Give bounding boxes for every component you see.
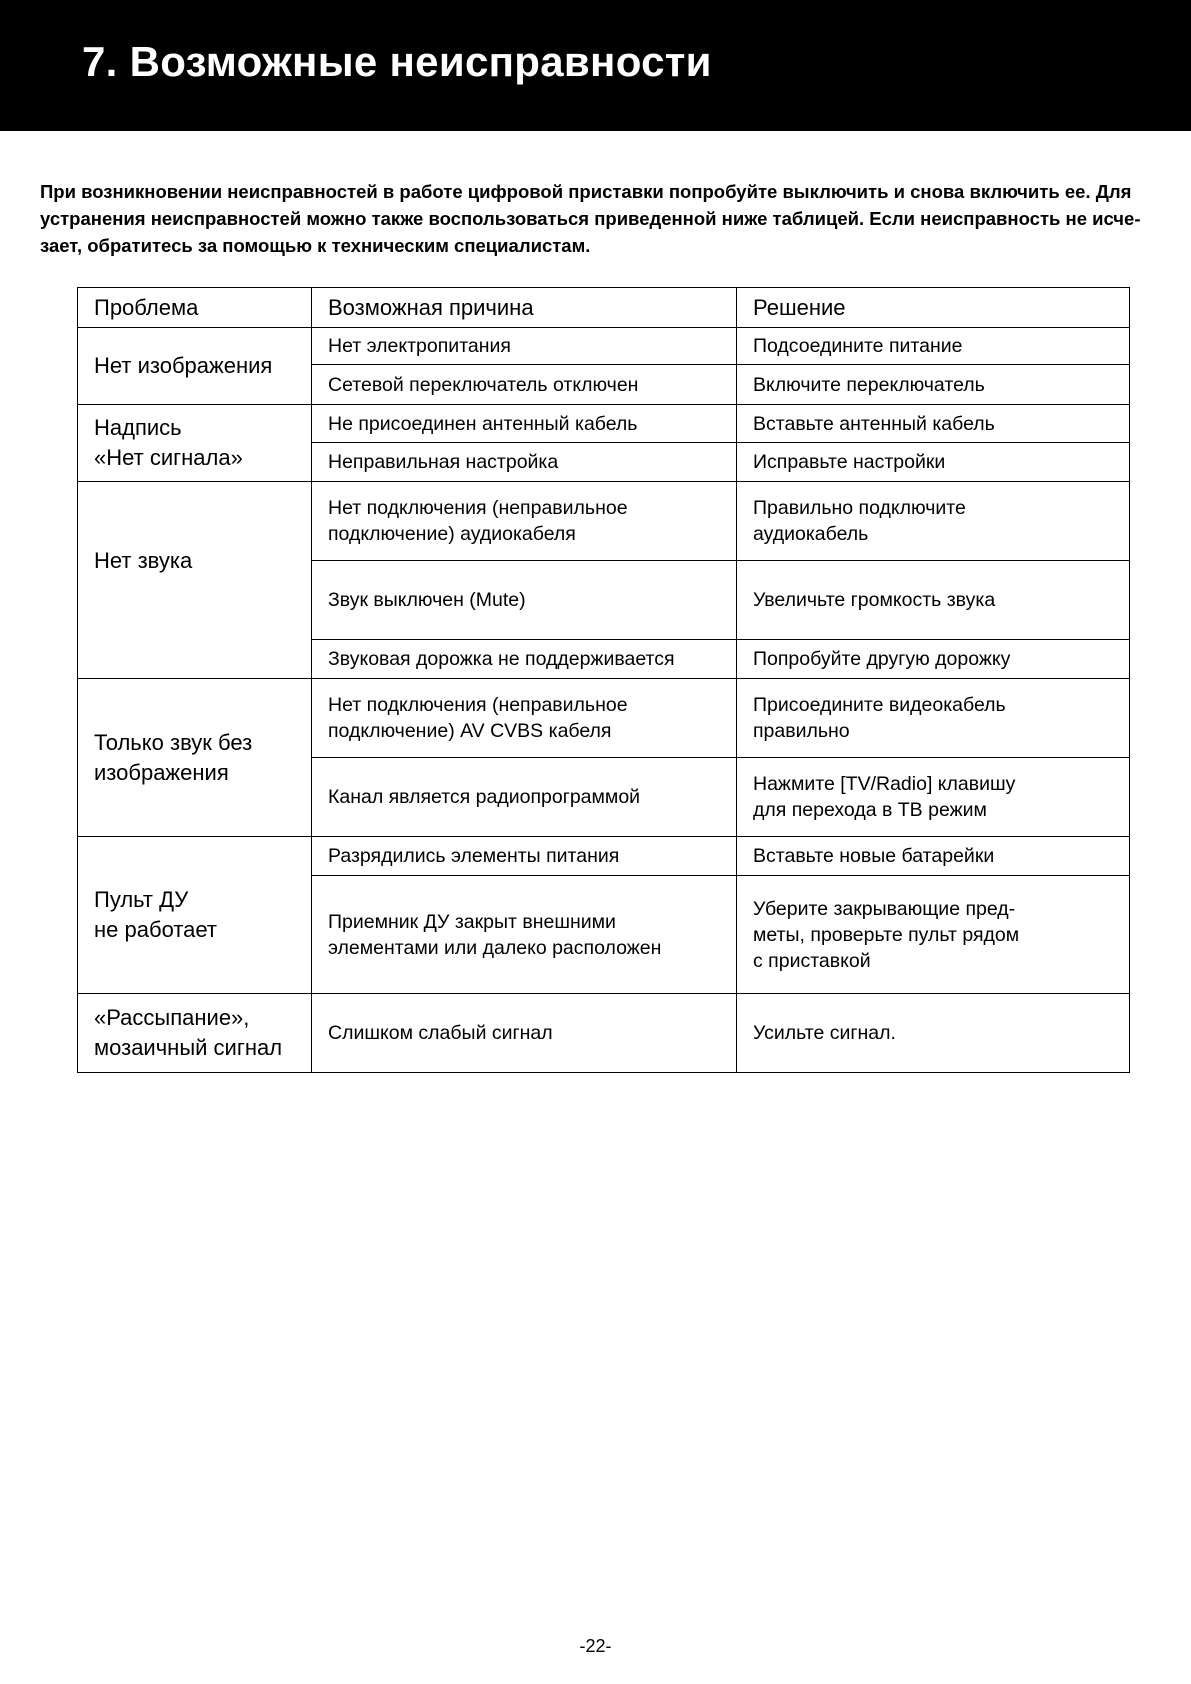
solution-cell: [737, 679, 1130, 758]
cause-line: Неправильная настройка: [328, 451, 559, 473]
intro-paragraph: [40, 178, 1152, 259]
problem-line: Пульт ДУ: [94, 887, 189, 912]
table-row: [78, 837, 1130, 876]
solution-cell: [737, 328, 1130, 365]
problem-cell: [78, 482, 312, 679]
cause-line: Нет подключения (неправильное: [328, 497, 628, 519]
chapter-header-bar: [0, 0, 1191, 131]
solution-line: Подсоедините питание: [753, 335, 963, 357]
solution-line: Попробуйте другую дорожку: [753, 648, 1011, 670]
solution-line: для перехода в ТВ режим: [753, 799, 987, 821]
cause-line: Нет подключения (неправильное: [328, 694, 628, 716]
cause-cell: [312, 443, 737, 482]
cause-line: Нет электропитания: [328, 335, 511, 357]
problem-cell: [78, 679, 312, 837]
intro-line: устранения неисправностей можно также воспользоваться приведенной ниже таблицей. Если неисправность не исче-: [40, 208, 1141, 229]
header-problem: Проблема: [78, 288, 312, 328]
cause-cell: [312, 328, 737, 365]
problem-line: «Рассыпание»,: [94, 1005, 250, 1030]
solution-line: Вставьте новые батарейки: [753, 845, 995, 867]
cause-line: Не присоединен антенный кабель: [328, 412, 638, 435]
solution-cell: [737, 640, 1130, 679]
troubleshooting-table: [77, 287, 1130, 1073]
solution-cell: [737, 443, 1130, 482]
table-row: [78, 405, 1130, 443]
cause-line: Канал является радиопрограммой: [328, 786, 641, 808]
solution-cell: [737, 837, 1130, 876]
header-cause: Возможная причина: [312, 288, 737, 328]
table-row: [78, 679, 1130, 758]
table-row: [78, 328, 1130, 365]
cause-line: Слишком слабый сигнал: [328, 1022, 553, 1044]
solution-line: аудиокабель: [753, 523, 869, 545]
solution-line: Присоедините видеокабель: [753, 694, 1006, 716]
cause-line: Звуковая дорожка не поддерживается: [328, 648, 675, 670]
cause-cell: [312, 837, 737, 876]
solution-line: Правильно подключите: [753, 497, 966, 519]
problem-cell: [78, 994, 312, 1073]
solution-line: правильно: [753, 720, 850, 742]
solution-line: Исправьте настройки: [753, 451, 946, 473]
page-number: -22-: [579, 1636, 612, 1656]
cause-line: Приемник ДУ закрыт внешними: [328, 910, 616, 933]
table-header-row: [78, 288, 1130, 328]
problem-line: Только звук без: [94, 729, 253, 755]
solution-line: с приставкой: [753, 949, 871, 972]
problem-line: Нет изображения: [94, 353, 273, 378]
cause-cell: [312, 994, 737, 1073]
cause-cell: [312, 876, 737, 994]
problem-line: изображения: [94, 759, 229, 785]
header-solution: Решение: [737, 288, 1130, 328]
solution-cell: [737, 482, 1130, 561]
intro-line: зает, обратитесь за помощью к техническим специалистам.: [40, 235, 591, 256]
solution-cell: [737, 758, 1130, 837]
cause-line: подключение) аудиокабеля: [328, 523, 576, 545]
problem-line: Надпись: [94, 415, 182, 440]
problem-cell: [78, 405, 312, 482]
solution-line: Нажмите [TV/Radio] клавишу: [753, 773, 1016, 795]
problem-line: «Нет сигнала»: [94, 445, 243, 470]
solution-line: Уберите закрывающие пред-: [753, 897, 1016, 920]
chapter-title: 7. Возможные неисправности: [82, 38, 712, 85]
cause-line: подключение) AV CVBS кабеля: [328, 720, 612, 742]
cause-cell: [312, 561, 737, 640]
problem-cell: [78, 328, 312, 405]
problem-line: не работает: [94, 917, 217, 942]
solution-cell: [737, 994, 1130, 1073]
solution-line: Усильте сигнал.: [753, 1022, 896, 1044]
problem-cell: [78, 837, 312, 994]
problem-line: Нет звука: [94, 548, 193, 573]
cause-cell: [312, 640, 737, 679]
solution-cell: [737, 405, 1130, 443]
problem-line: мозаичный сигнал: [94, 1035, 283, 1060]
cause-cell: [312, 679, 737, 758]
solution-cell: [737, 561, 1130, 640]
cause-cell: [312, 365, 737, 405]
solution-line: Включите переключатель: [753, 373, 985, 396]
solution-line: меты, проверьте пульт рядом: [753, 923, 1020, 946]
solution-cell: [737, 365, 1130, 405]
cause-line: Звук выключен (Mute): [328, 589, 526, 611]
table-row: [78, 482, 1130, 561]
cause-cell: [312, 482, 737, 561]
cause-cell: [312, 405, 737, 443]
intro-line: При возникновении неисправностей в работе цифровой приставки попробуйте выключить и снова включить ее. Для: [40, 181, 1132, 202]
cause-cell: [312, 758, 737, 837]
solution-cell: [737, 876, 1130, 994]
solution-line: Увеличьте громкость звука: [753, 589, 996, 611]
cause-line: Сетевой переключатель отключен: [328, 373, 639, 396]
table-row: [78, 994, 1130, 1073]
cause-line: элементами или далеко расположен: [328, 936, 662, 959]
cause-line: Разрядились элементы питания: [328, 845, 620, 867]
solution-line: Вставьте антенный кабель: [753, 412, 995, 435]
